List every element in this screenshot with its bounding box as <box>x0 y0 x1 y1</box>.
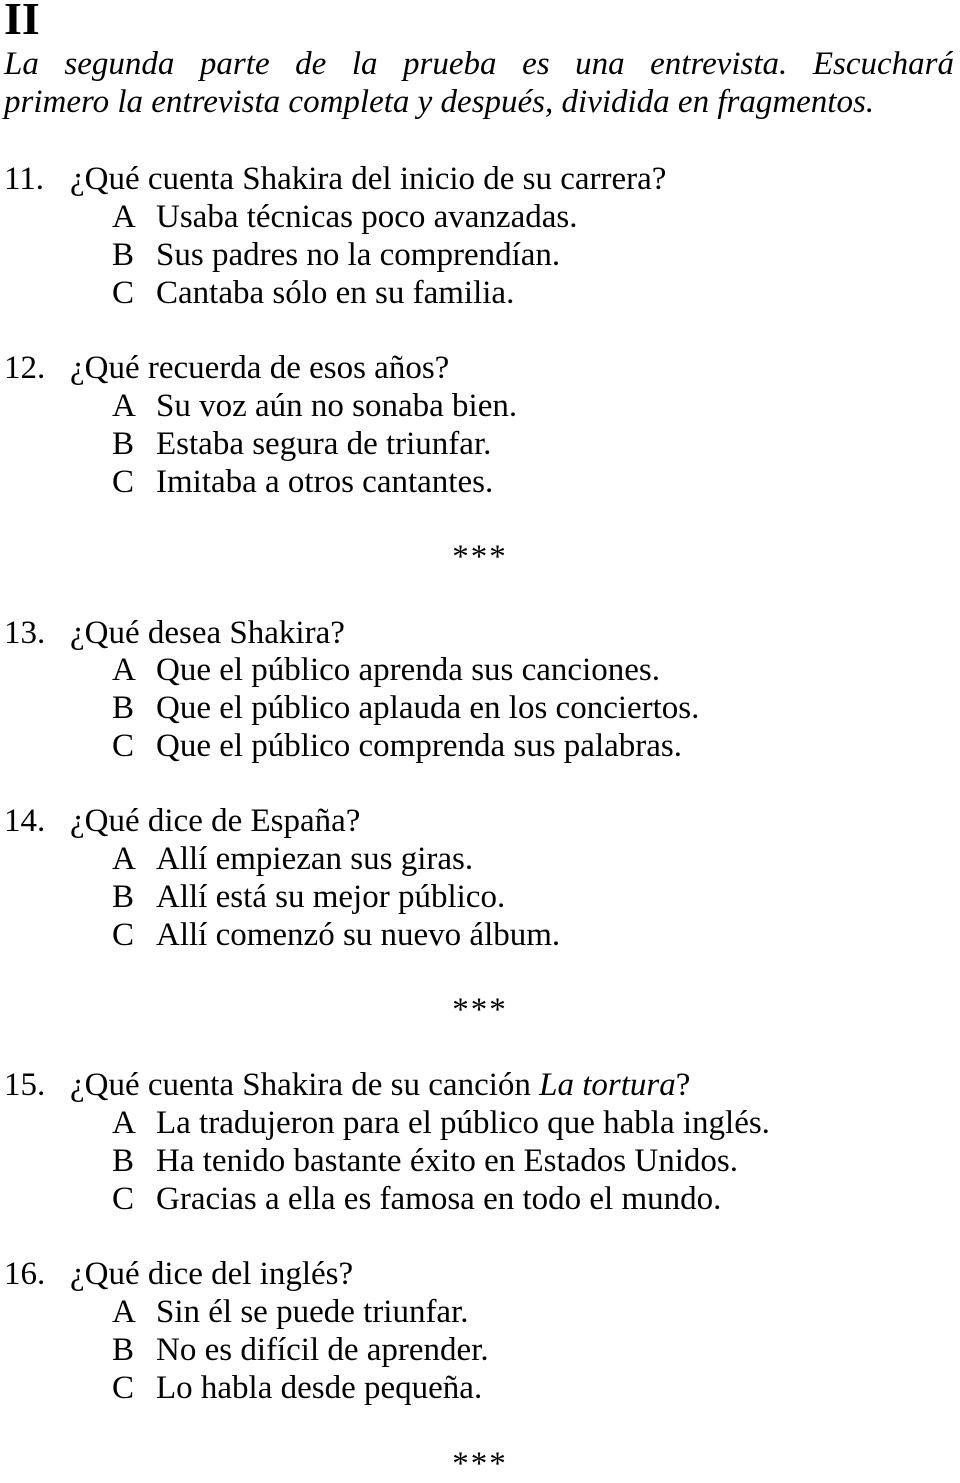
question-text: ¿Qué cuenta Shakira de su canción <box>70 1067 540 1103</box>
question-11-option-a <box>112 198 577 236</box>
option-text: Allí está su mejor público. <box>156 879 506 915</box>
option-letter: C <box>112 917 135 953</box>
question-13-option-b <box>112 689 699 727</box>
section-separator: *** <box>452 1446 508 1482</box>
option-letter: B <box>112 426 135 462</box>
option-text: Allí comenzó su nuevo álbum. <box>156 917 561 953</box>
option-text: Que el público comprenda sus palabras. <box>156 728 683 764</box>
question-15-option-a <box>112 1104 770 1142</box>
question-15-option-b <box>112 1142 738 1180</box>
option-letter: A <box>112 841 136 877</box>
option-letter: A <box>112 652 136 688</box>
option-text: La tradujeron para el público que habla inglés. <box>156 1105 770 1141</box>
question-15-stem <box>4 1066 690 1104</box>
option-text: Gracias a ella es famosa en todo el mundo. <box>156 1181 722 1217</box>
option-text: Usaba técnicas poco avanzadas. <box>156 199 578 235</box>
option-letter: C <box>112 464 135 500</box>
question-number: 13. <box>4 615 46 651</box>
option-text: Allí empiezan sus giras. <box>156 841 474 877</box>
question-text: ¿Qué recuerda de esos años? <box>70 350 450 386</box>
option-letter: A <box>112 1294 136 1330</box>
question-14-option-b <box>112 878 505 916</box>
option-letter: A <box>112 388 136 424</box>
question-12-option-b <box>112 425 491 463</box>
instructions-line-1: La segunda parte de la prueba es una entrevista. Escuchará <box>4 46 954 82</box>
question-number: 11. <box>4 161 45 197</box>
section-instructions <box>4 45 954 121</box>
option-letter: A <box>112 1105 136 1141</box>
option-text: No es difícil de aprender. <box>156 1332 489 1368</box>
option-text: Ha tenido bastante éxito en Estados Unidos. <box>156 1143 738 1179</box>
question-number: 12. <box>4 350 46 386</box>
option-letter: C <box>112 728 135 764</box>
option-text: Sin él se puede triunfar. <box>156 1294 469 1330</box>
question-11-option-c <box>112 274 514 312</box>
option-text: Cantaba sólo en su familia. <box>156 275 515 311</box>
question-text: ¿Qué dice de España? <box>70 803 361 839</box>
question-13-stem <box>4 614 345 652</box>
option-letter: B <box>112 879 135 915</box>
option-text: Lo habla desde pequeña. <box>156 1370 483 1406</box>
question-15-option-c <box>112 1180 721 1218</box>
question-13-option-c <box>112 727 682 765</box>
question-12-option-c <box>112 463 493 501</box>
question-11-stem <box>4 160 666 198</box>
question-text: ¿Qué cuenta Shakira del inicio de su carrera? <box>70 161 667 197</box>
option-text: Imitaba a otros cantantes. <box>156 464 494 500</box>
question-number: 15. <box>4 1067 46 1103</box>
option-letter: B <box>112 1332 135 1368</box>
section-separator: *** <box>452 992 508 1028</box>
option-letter: C <box>112 275 135 311</box>
option-letter: C <box>112 1370 135 1406</box>
question-16-option-b <box>112 1331 489 1369</box>
option-text: Estaba segura de triunfar. <box>156 426 492 462</box>
question-11-option-b <box>112 236 560 274</box>
question-number: 14. <box>4 803 46 839</box>
question-14-stem <box>4 802 360 840</box>
question-12-option-a <box>112 387 517 425</box>
option-letter: B <box>112 690 135 726</box>
option-letter: C <box>112 1181 135 1217</box>
question-text: ¿Qué desea Shakira? <box>70 615 345 651</box>
question-16-option-c <box>112 1369 482 1407</box>
question-mark: ? <box>675 1067 691 1103</box>
option-letter: B <box>112 1143 135 1179</box>
instructions-line-2: primero la entrevista completa y después, dividida en fragmentos. <box>4 84 875 120</box>
question-16-stem <box>4 1255 353 1293</box>
question-text: ¿Qué dice del inglés? <box>70 1256 354 1292</box>
option-letter: B <box>112 237 135 273</box>
option-text: Que el público aplauda en los conciertos. <box>156 690 700 726</box>
section-heading: II <box>4 0 40 44</box>
question-16-option-a <box>112 1293 469 1331</box>
option-text: Sus padres no la comprendían. <box>156 237 561 273</box>
song-title: La tortura <box>539 1067 676 1103</box>
question-number: 16. <box>4 1256 46 1292</box>
question-14-option-c <box>112 916 560 954</box>
section-separator: *** <box>452 539 508 575</box>
question-13-option-a <box>112 651 660 689</box>
question-12-stem <box>4 349 449 387</box>
option-text: Su voz aún no sonaba bien. <box>156 388 518 424</box>
option-letter: A <box>112 199 136 235</box>
option-text: Que el público aprenda sus canciones. <box>156 652 660 688</box>
question-14-option-a <box>112 840 473 878</box>
